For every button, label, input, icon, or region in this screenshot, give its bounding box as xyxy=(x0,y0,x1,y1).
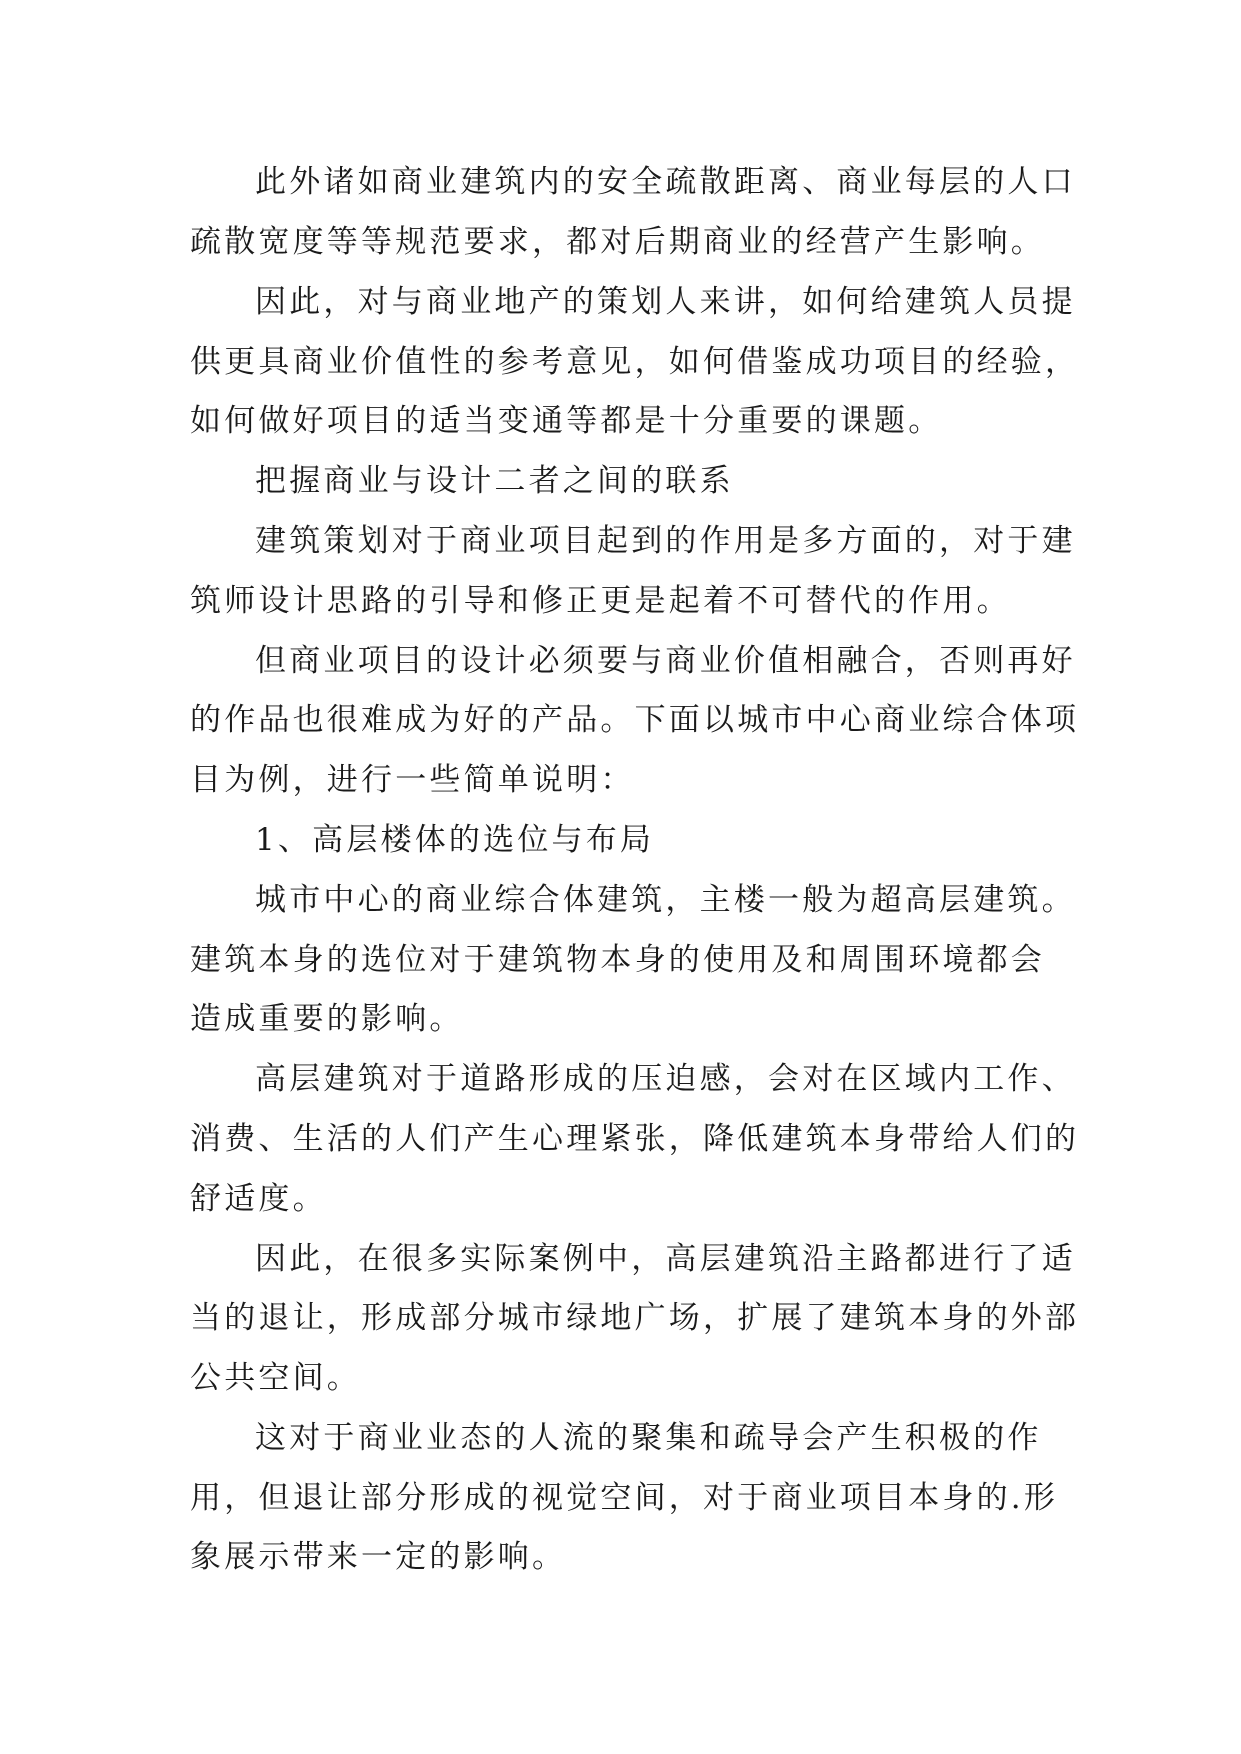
text-line: 建筑本身的选位对于建筑物本身的使用及和周围环境都会 xyxy=(190,942,1045,978)
text-line: 这对于商业业态的人流的聚集和疏导会产生积极的作 xyxy=(255,1420,1042,1456)
text-line: 因此，对与商业地产的策划人来讲，如何给建筑人员提 xyxy=(255,284,1076,320)
text-line: 此外诸如商业建筑内的安全疏散距离、商业每层的人口 xyxy=(255,164,1076,200)
text-line: 的作品也很难成为好的产品。下面以城市中心商业综合体项 xyxy=(190,702,1080,738)
text-line: 因此，在很多实际案例中，高层建筑沿主路都进行了适 xyxy=(255,1241,1076,1277)
text-line: 象展示带来一定的影响。 xyxy=(190,1539,567,1575)
text-line: 造成重要的影响。 xyxy=(190,1001,464,1037)
text-line: 公共空间。 xyxy=(190,1360,361,1396)
text-line: 消费、生活的人们产生心理紧张，降低建筑本身带给人们的 xyxy=(190,1121,1080,1157)
text-line: 当的退让，形成部分城市绿地广场，扩展了建筑本身的外部 xyxy=(190,1300,1080,1336)
section-heading: 1、高层楼体的选位与布局 xyxy=(255,822,655,858)
text-line: 筑师设计思路的引导和修正更是起着不可替代的作用。 xyxy=(190,583,1011,619)
text-line: 建筑策划对于商业项目起到的作用是多方面的，对于建 xyxy=(255,523,1076,559)
text-line: 城市中心的商业综合体建筑，主楼一般为超高层建筑。 xyxy=(255,882,1076,918)
text-line: 高层建筑对于道路形成的压迫感，会对在区域内工作、 xyxy=(255,1061,1076,1097)
text-line: 疏散宽度等等规范要求，都对后期商业的经营产生影响。 xyxy=(190,224,1045,260)
text-line: 如何做好项目的适当变通等都是十分重要的课题。 xyxy=(190,403,943,439)
text-line: 但商业项目的设计必须要与商业价值相融合，否则再好 xyxy=(255,643,1076,679)
text-line: 目为例，进行一些简单说明： xyxy=(190,762,635,798)
text-line: 供更具商业价值性的参考意见，如何借鉴成功项目的经验， xyxy=(190,344,1080,380)
section-heading: 把握商业与设计二者之间的联系 xyxy=(255,463,734,499)
text-line: 用，但退让部分形成的视觉空间，对于商业项目本身的.形 xyxy=(190,1480,1059,1516)
text-line: 舒适度。 xyxy=(190,1181,327,1217)
